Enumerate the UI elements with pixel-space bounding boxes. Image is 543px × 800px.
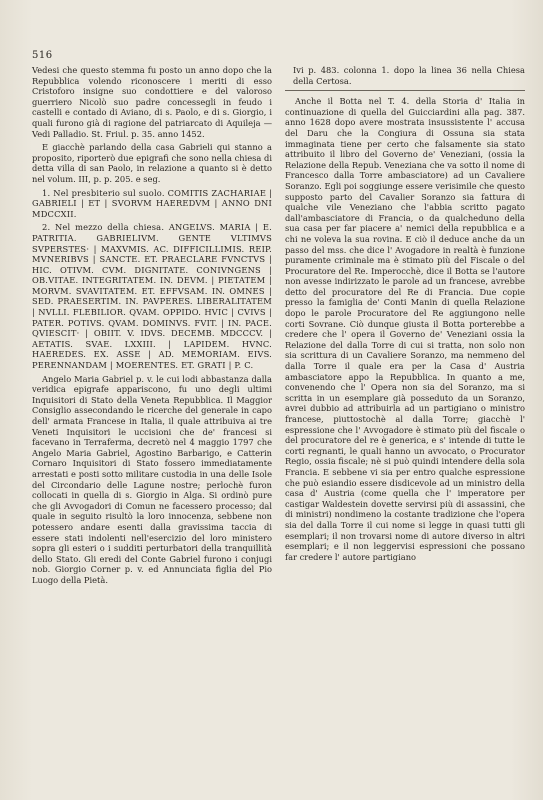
paragraph: Angelo Maria Gabriel p. v. le cui lodi abbastanza dalla veridica epigrafe appariscono, fu uno degli ultimi Inquisitori di Stato della Veneta Repubblica. Il Maggior Consiglio assecondando le ricerche del generale in capo dell' armata Francese in Italia, il quale attribuiva ai tre Veneti Inquisitori le uccisioni che de' francesi si facevano in Terraferma, decretò nel 4 maggio 1797 che Angelo Maria Gabriel, Agostino Barbarigo, e Catterin Cornaro Inquisitori di Stato fossero immediatamente arrestati e posti sotto militare custodia in una delle Isole del Circondario delle Lagune nostre; perlochè furon collocati in quella di s. Giorgio in Alga. Si ordinò pure che gli Avvogadori di Comun ne facessero processo; dal quale in seguito risultò la loro innocenza, sebbene non potessero andare esenti dalla gravissima taccia di essere stati indolenti nell'esercizio del loro ministero sopra gli esteri o i sudditi perturbatori della tranquillità dello Stato. Gli eredi del Conte Gabriel furono i conjugi nob. Giorgio Corner p. v. ed Annunciata figlia del Pio Luogo della Pietà. — [32, 373, 272, 585]
paragraph: Anche il Botta nel T. 4. della Storia d' Italia in continuazione di quella del Guicciardini alla pag. 387. anno 1628 dopo avere mostrata insussistente l' accusa del Daru che la Congiura di Ossuna sia stata immaginata tiene per certo che falsamente sia stato attribuito il libro del Governo de' Veneziani, (ossia la Relazione della Repub. Veneziana che va sotto il nome di Francesco dalla Torre ambasciatore) ad un Cavaliere Soranzo. Egli poi soggiunge essere verisimile che questo supposto parto del Cavalier Soranzo sia fattura di qualche vile Veneziano che l'abbia scritto pagato dall'ambasciatore di Francia, o da qualcheduno della sua casa per far piacere a' nemici della repubblica e a chi ne voleva la sua rovina. E ciò il deduce anche da un passo del mss. che dice l' Avogadore in realtà è funzione puramente criminale ma è stimato più del Fiscale o del Procuratore del Re. Imperocchè, dice il Botta se l'autore non avesse indirizzato le parole ad un francese, avrebbe detto del procuratore del Re di Francia. Due copie presso la famiglia de' Conti Manin di quella Relazione dopo le parole Procuratore del Re aggiungono nelle corti Sovrane. Ciò dunque giusta il Botta porterebbe a credere che l' opera il Governo de' Veneziani ossia la Relazione del dalla Torre di cui si tratta, non solo non sia scrittura di un Cavaliere Soranzo, ma nemmeno del dalla Torre il quale era per la Casa d' Austria ambasciatore appo la Repubblica. In quanto a me, convenendo che l' Opera non sia del Soranzo, ma si scritta in un esemplare già posseduto da un Soranzo, avrei dubbio ad attribuirla ad un partigiano o ministro francese, piuttostochè al dalla Torre; giacchè l' espressione che l' Avvogadore è stimato più del fiscale o del procuratore del re è generica, e s' intende di tutte le corti regnanti, le quali hanno un avvocato, o Procurator Regio, ossia fiscale; nè si può quindi intendere della sola Francia. E sebbene vi sia per entro qualche espressione che può esiandio essere disdicevole ad un ministro della casa d' Austria (come quella che l' imperatore per castigar Waldestein dovette servirsi più di assassini, che di ministri) nondimeno la costante tradizione che l'opera sia del dalla Torre il cui nome si legge in quasi tutti gli esemplari; il non trovarsi nome di autore diverso in altri esemplari; e il non leggervisi espressioni che possano far credere l' autore partigiano — [285, 96, 525, 562]
divider — [285, 90, 525, 91]
left-column — [32, 65, 272, 589]
page-number: 516 — [32, 50, 53, 61]
inscription-paragraph: 2. Nel mezzo della chiesa. ANGELVS. MARIA | E. PATRITIA. GABRIELIVM. GENTE VLTIMVS SVPERSTES· | MAXVMIS. AC. DIFFICILLIMIS. REIP. MVNERIBVS | SANCTE. ET. PRAECLARE FVNCTVS | HIC. OTIVM. CVM. DIGNITATE. CONIVNGENS | OB.VITAE. INTEGRITATEM. IN. DEVM. | PIETATEM | MORVM. SVAVITATEM. ET. EFFVSAM. IN. OMNES | SED. PRAESERTIM. IN. PAVPERES. LIBERALITATEM | NVLLI. FLEBILIOR. QVAM. OPPIDO. HVIC | CVIVS | PATER. POTIVS. QVAM. DOMINVS. FVIT. | IN. PACE. QVIESCIT· | OBIIT. V. IDVS. DECEMB. MDCCCV. | AETATIS. SVAE. LXXIII. | LAPIDEM. HVNC. HAEREDES. EX. ASSE | AD. MEMORIAM. EIVS. PERENNANDAM | MOERENTES. ET. GRATI | P. C. — [32, 222, 272, 371]
right-column — [285, 65, 525, 565]
paragraph: Vedesi che questo stemma fu posto un anno dopo che la Repubblica volendo riconoscere i meriti di esso Cristoforo insigne suo condottiere e del valoroso guerriero Nicolò suo padre concessegli in feudo i castelli e contado di Aviano, di s. Paolo, e di s. Giorgio, i quali furono già di ragione del patriarcato di Aquileja — Vedi Palladio. St. Friul. p. 35. anno 1452. — [32, 65, 272, 139]
inscription-paragraph: 1. Nel presbiterio sul suolo. COMITIS ZACHARIAE | GABRIELI | ET | SVORVM HAEREDVM | ANNO DNI MDCCXII. — [32, 187, 272, 219]
reference-line: Ivi p. 483. colonna 1. dopo la linea 36 nella Chiesa della Certosa. — [293, 65, 525, 86]
paragraph: E giacchè parlando della casa Gabrieli qui stanno a proposito, riporterò due epigrafi che sono nella chiesa di detta villa di san Paolo, in relazione a quanto si è detto nel volum. III, p. p. 205. e seg. — [32, 142, 272, 184]
